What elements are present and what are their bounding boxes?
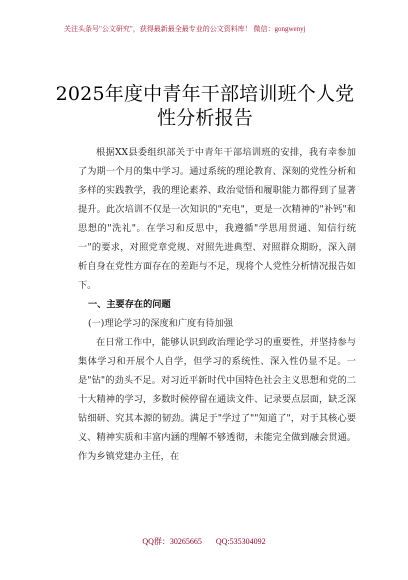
- intro-paragraph: 根据XX县委组织部关于中青年干部培训班的安排，我有幸参加了为期一个月的集中学习。通过系统的理论教育、深刻的党性分析和多样的实践教学，我的理论素养、政治觉悟和履职能力都得到了显著提升。此次培训不仅是一次知识的"充电"，更是一次精神的"补钙"和思想的"洗礼"。在学习和反思中，我遵循"学思用贯通、知信行统一"的要求，对照党章党规、对照先进典型、对照群众期盼，深入剖析自身在党性方面存在的差距与不足，现将个人党性分析情况报告如下。: [78, 147, 356, 291]
- title-line-1: 2025年度中青年干部培训班个人党: [55, 83, 355, 105]
- subsection-heading: (一)理论学习的深度和广度有待加强: [88, 318, 233, 329]
- header-banner: 关注头条号"公文研究"，获得最新最全最专业的公文资料库！ 微信：gongwenyj: [64, 25, 306, 33]
- body-paragraph: 在日常工作中，能够认识到政治理论学习的重要性，并坚持参与集体学习和开展个人自学，但学习的系统性、深入性仍显不足。一是"钻"的劲头不足。对习近平新时代中国特色社会主义思想和党的二十大精神的学习，多数时候停留在通读文件、记录要点层面，缺乏深钻细研、究其本源的韧劲。满足于"学过了""知道了"，对于其核心要义、精神实质和丰富内涵的理解不够透彻，未能完全做到融会贯通。作为乡镇党建办主任，在: [78, 337, 356, 462]
- title-line-2: 性分析报告: [156, 107, 253, 129]
- footer-qq-group: QQ群：30265665: [142, 537, 202, 546]
- footer-contact: [0, 537, 408, 547]
- footer-qq: QQ:535304092: [215, 537, 266, 546]
- document-title: [40, 82, 370, 130]
- document-body: [78, 143, 356, 466]
- section-heading: 一、主要存在的问题: [88, 299, 171, 310]
